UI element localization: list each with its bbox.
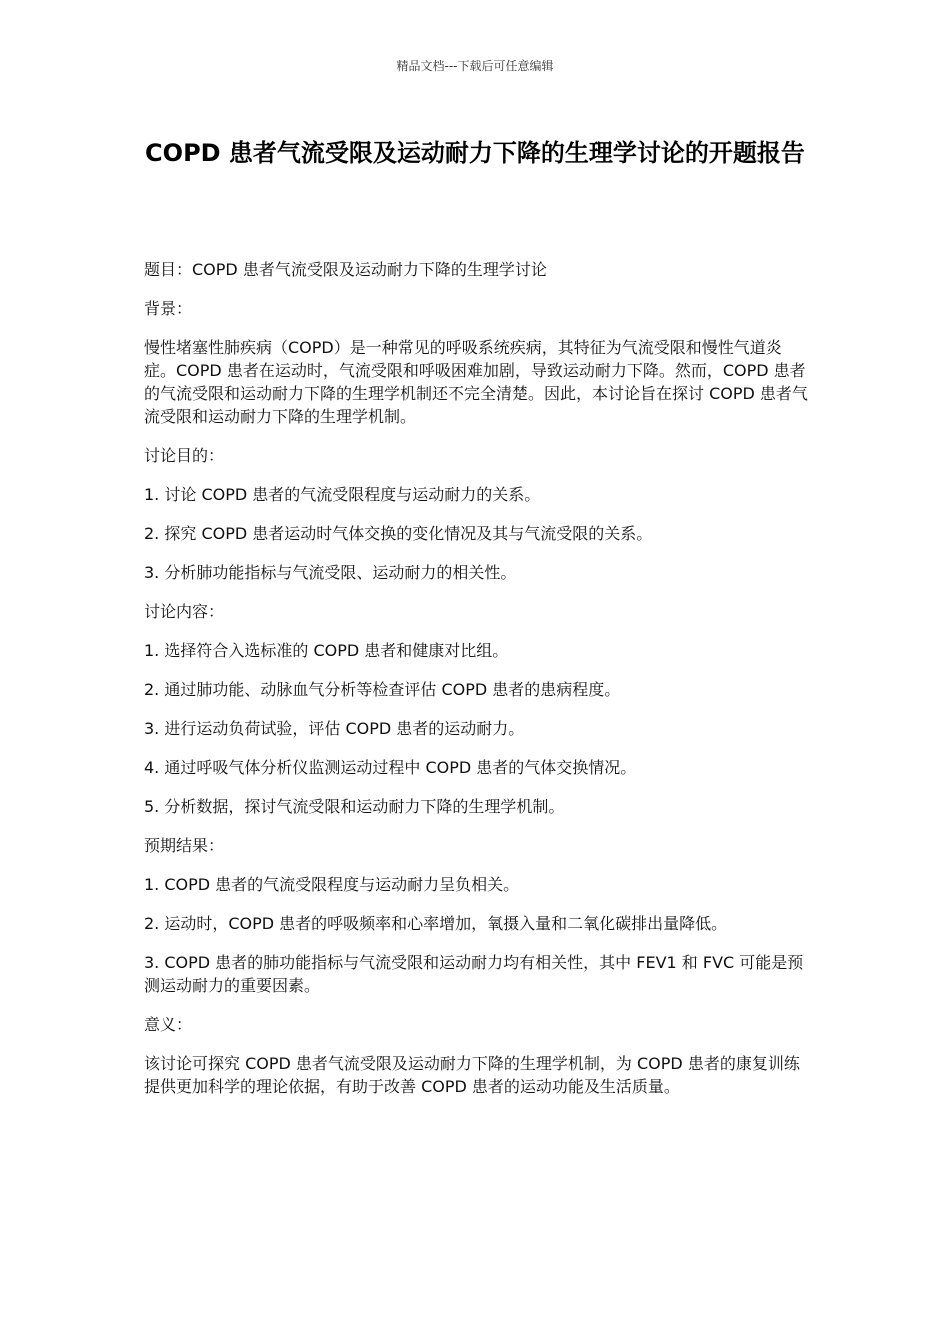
- results-heading: 预期结果：: [144, 836, 225, 855]
- content-item: 3. 进行运动负荷试验，评估 COPD 患者的运动耐力。: [144, 719, 525, 738]
- document-title: COPD 患者气流受限及运动耐力下降的生理学讨论的开题报告: [145, 139, 805, 167]
- document-body: [144, 258, 808, 1114]
- results-item: 3. COPD 患者的肺功能指标与气流受限和运动耐力均有相关性，其中 FEV1 和 FVC 可能是预测运动耐力的重要因素。: [144, 953, 804, 995]
- content-item: 2. 通过肺功能、动脉血气分析等检查评估 COPD 患者的患病程度。: [144, 680, 621, 699]
- significance-paragraph: 该讨论可探究 COPD 患者气流受限及运动耐力下降的生理学机制，为 COPD 患者的康复训练提供更加科学的理论依据，有助于改善 COPD 患者的运动功能及生活质量。: [144, 1054, 800, 1096]
- purpose-item: 2. 探究 COPD 患者运动时气体交换的变化情况及其与气流受限的关系。: [144, 524, 653, 543]
- topic-line: 题目：COPD 患者气流受限及运动耐力下降的生理学讨论: [144, 260, 547, 279]
- content-item: 1. 选择符合入选标准的 COPD 患者和健康对比组。: [144, 641, 509, 660]
- purpose-heading: 讨论目的：: [144, 446, 225, 465]
- results-item: 2. 运动时，COPD 患者的呼吸频率和心率增加，氧摄入量和二氧化碳排出量降低。: [144, 914, 728, 933]
- background-heading: 背景：: [144, 299, 193, 318]
- background-paragraph: 慢性堵塞性肺疾病（COPD）是一种常见的呼吸系统疾病，其特征为气流受限和慢性气道炎症。COPD 患者在运动时，气流受限和呼吸困难加剧，导致运动耐力下降。然而，COPD 患者的气流受限和运动耐力下降的生理学机制还不完全清楚。因此，本讨论旨在探讨 COPD 患者气流受限和运动耐力下降的生理学机制。: [144, 338, 808, 426]
- content-item: 4. 通过呼吸气体分析仪监测运动过程中 COPD 患者的气体交换情况。: [144, 758, 637, 777]
- purpose-item: 3. 分析肺功能指标与气流受限、运动耐力的相关性。: [144, 563, 517, 582]
- results-item: 1. COPD 患者的气流受限程度与运动耐力呈负相关。: [144, 875, 520, 894]
- content-item: 5. 分析数据，探讨气流受限和运动耐力下降的生理学机制。: [144, 797, 565, 816]
- header-note: 精品文档---下载后可任意编辑: [396, 59, 554, 73]
- purpose-item: 1. 讨论 COPD 患者的气流受限程度与运动耐力的关系。: [144, 485, 541, 504]
- content-heading: 讨论内容：: [144, 602, 225, 621]
- significance-heading: 意义：: [144, 1015, 193, 1034]
